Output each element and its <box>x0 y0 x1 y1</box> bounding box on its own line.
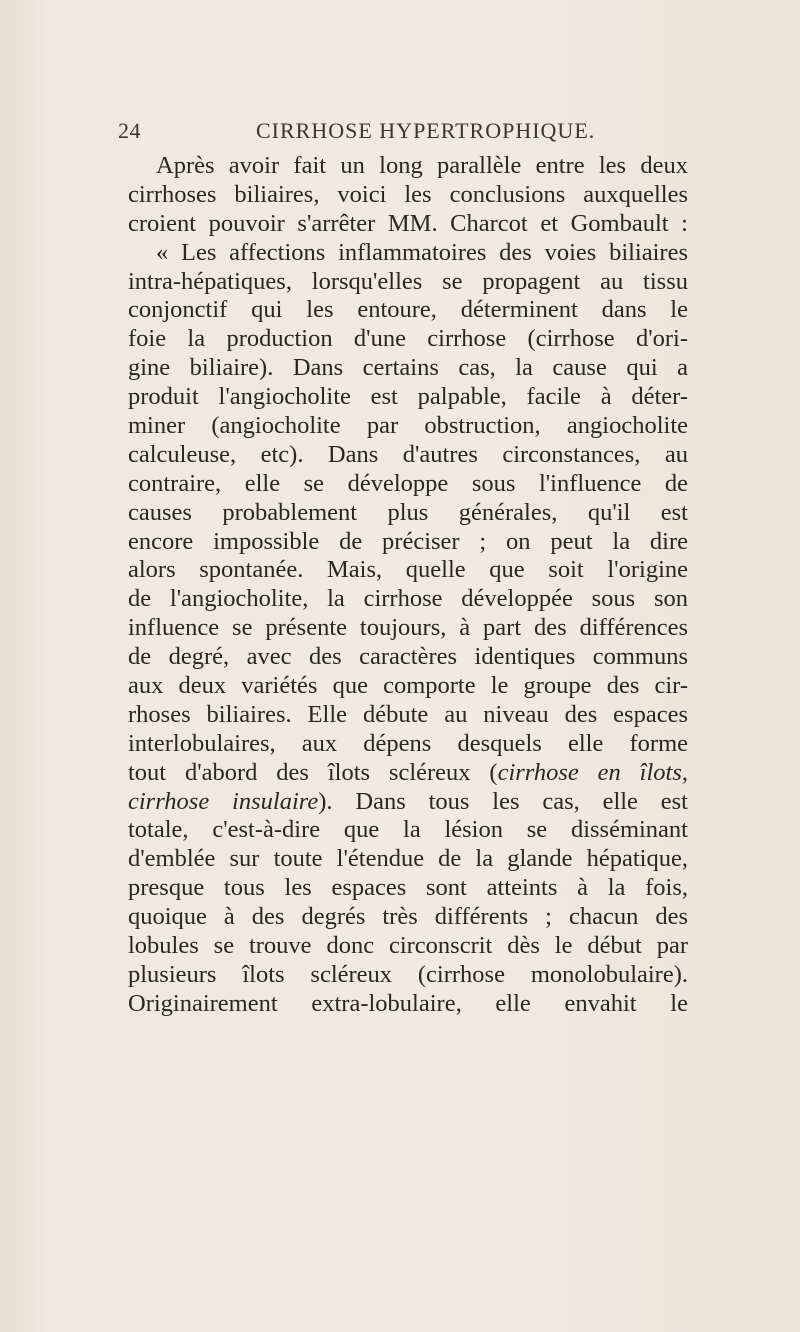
text-line: lobules se trouve donc circonscrit dès le début par <box>128 932 688 960</box>
text-line: produit l'angiocholite est palpable, facile à déter- <box>128 383 688 411</box>
text-line: contraire, elle se développe sous l'influence de <box>128 469 688 497</box>
text-line <box>128 788 688 817</box>
text-segment: tout d'abord des îlots scléreux ( <box>128 758 498 786</box>
text-line: plusieurs îlots scléreux (cirrhose monolobulaire). <box>128 960 688 988</box>
text-line: conjonctif qui les entoure, déterminent dans le <box>128 296 688 324</box>
text-line: calculeuse, etc). Dans d'autres circonstances, au <box>128 440 688 468</box>
text-line: miner (angiocholite par obstruction, angiocholite <box>128 412 688 440</box>
page-number: 24 <box>118 118 141 143</box>
italic-term: cirrhose en îlots, <box>497 758 688 786</box>
text-line: Originairement extra-lobulaire, elle envahit le <box>128 989 688 1017</box>
text-line: totale, c'est-à-dire que la lésion se disséminant <box>128 816 688 844</box>
text-line: interlobulaires, aux dépens desquels elle forme <box>128 729 688 757</box>
text-line: Après avoir fait un long parallèle entre les deux <box>156 152 688 179</box>
text-line: aux deux variétés que comporte le groupe des cir- <box>128 672 688 700</box>
text-line <box>128 759 688 788</box>
text-line: influence se présente toujours, à part des différences <box>128 614 688 642</box>
text-line: intra-hépatiques, lorsqu'elles se propagent au tissu <box>128 267 688 295</box>
text-line: foie la production d'une cirrhose (cirrhose d'ori- <box>128 325 688 353</box>
text-line: alors spontanée. Mais, quelle que soit l'origine <box>128 556 688 584</box>
text-line: gine biliaire). Dans certains cas, la cause qui a <box>128 354 688 382</box>
text-line: causes probablement plus générales, qu'il est <box>128 498 688 526</box>
text-line: quoique à des degrés très différents ; chacun des <box>128 903 688 931</box>
text-line: de degré, avec des caractères identiques communs <box>128 643 688 671</box>
body-text <box>128 152 688 1019</box>
text-line: « Les affections inflammatoires des voies biliaires <box>156 238 688 266</box>
text-line: d'emblée sur toute l'étendue de la glande hépatique, <box>128 845 688 873</box>
italic-term: cirrhose insulaire <box>128 787 319 815</box>
text-line: rhoses biliaires. Elle débute au niveau des espaces <box>128 700 688 728</box>
running-title: CIRRHOSE HYPERTROPHIQUE. <box>256 118 596 143</box>
text-line: presque tous les espaces sont atteints à la fois, <box>128 874 688 902</box>
text-segment: ). Dans tous les cas, elle est <box>318 787 688 815</box>
text-line: encore impossible de préciser ; on peut la dire <box>128 527 688 555</box>
running-head <box>118 118 678 146</box>
text-line: cirrhoses biliaires, voici les conclusions auxquelles <box>128 180 688 208</box>
text-line: croient pouvoir s'arrêter MM. Charcot et Gombault : <box>128 209 688 237</box>
text-line: de l'angiocholite, la cirrhose développée sous son <box>128 585 688 613</box>
